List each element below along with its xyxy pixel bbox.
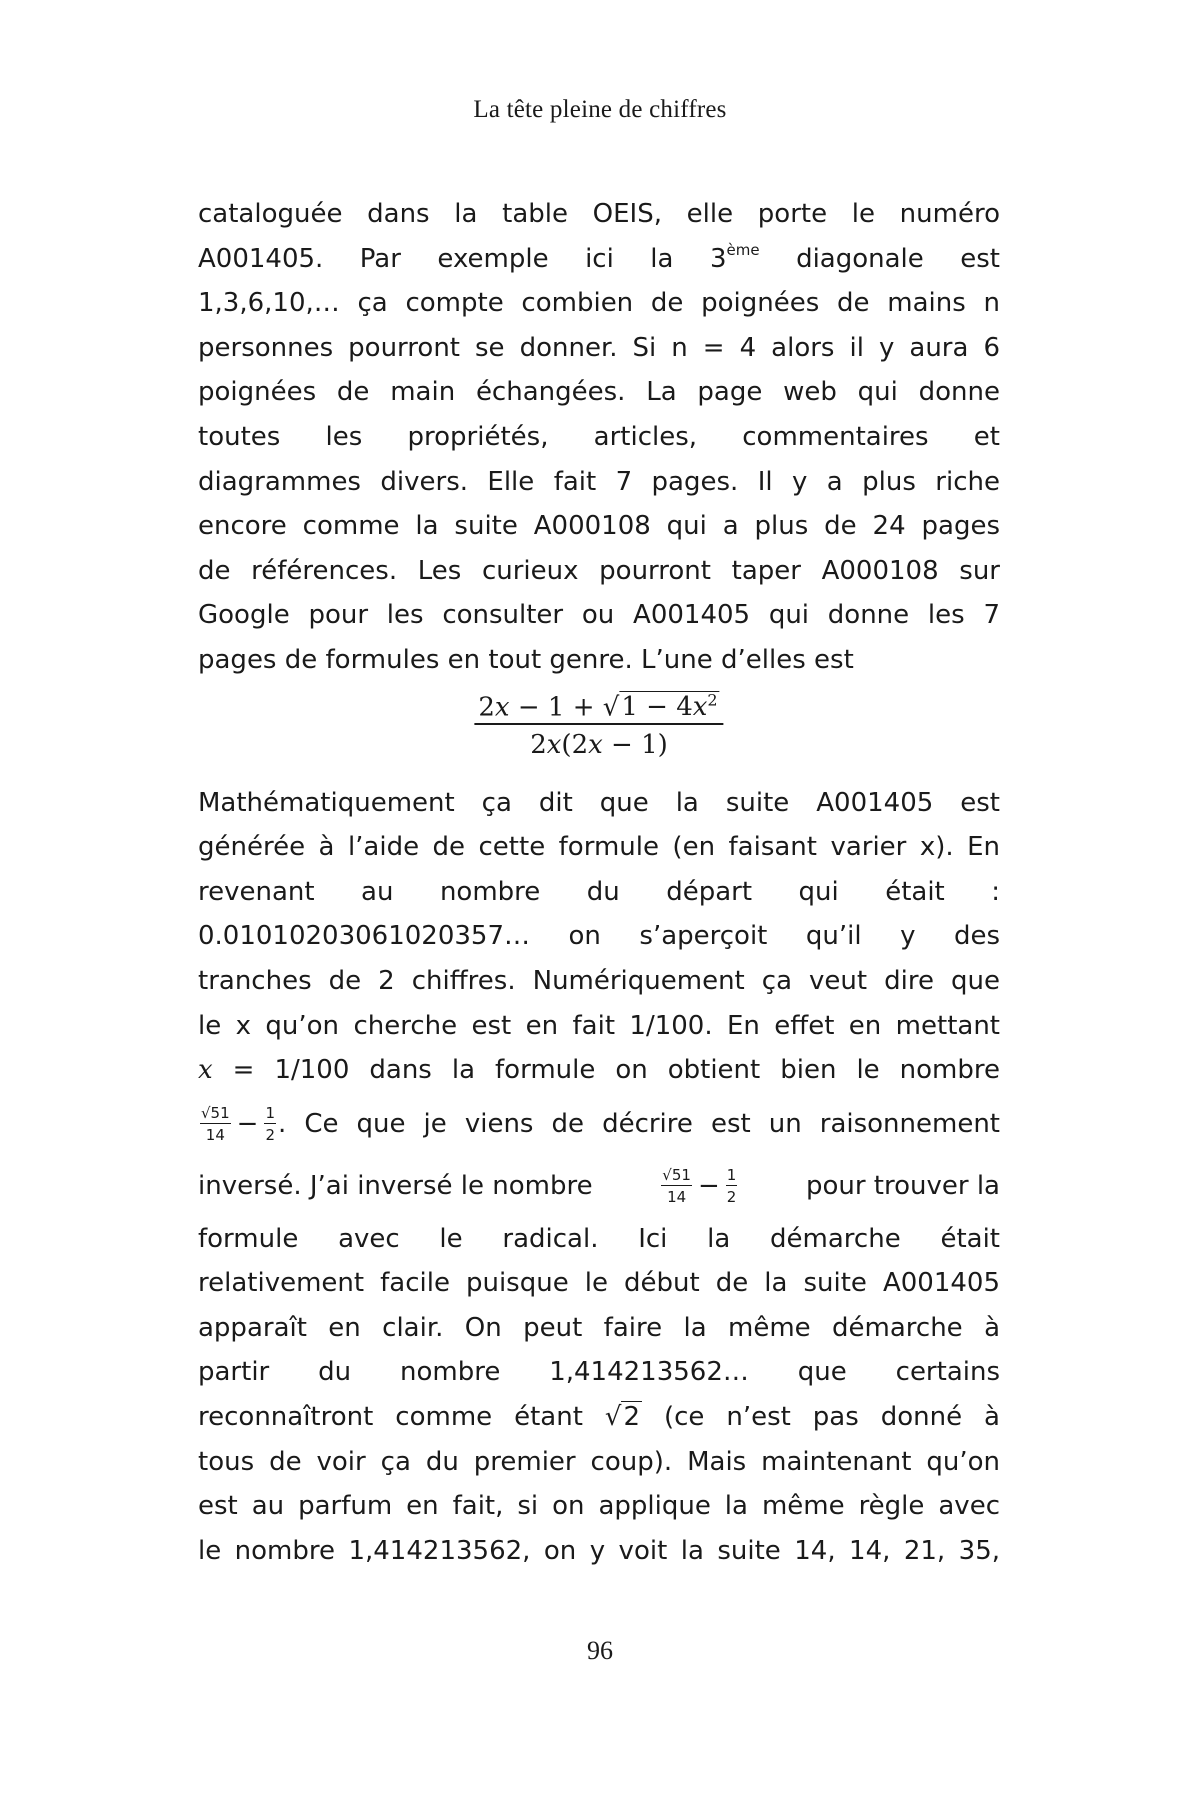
text-fragment: = 1/100 dans la formule on obtient bien le nombre [212, 1055, 1000, 1086]
fraction-numerator: √51 [662, 1165, 691, 1184]
formula-token: 2 [478, 692, 495, 723]
text-line: cataloguée dans la table OEIS, elle porte le numéro [198, 199, 1000, 229]
fraction-numerator: 1 [265, 1103, 275, 1122]
text-line: est au parfum en fait, si on applique la même règle avec [198, 1491, 1000, 1522]
minus-sign: − [697, 1170, 720, 1201]
text-line: générée à l’aide de cette formule (en faisant varier x). En [198, 832, 1000, 863]
text-line: tous de voir ça du premier coup). Mais maintenant qu’on [198, 1446, 1000, 1477]
formula-token: 1 − 4 [621, 692, 693, 723]
formula-token: 2 [530, 729, 547, 760]
text-line [198, 237, 1000, 282]
inline-fraction [200, 1105, 231, 1143]
text-line: apparaît en clair. On peut faire la même démarche à [198, 1312, 1000, 1343]
formula-fraction [474, 683, 723, 765]
text-line: formule avec le radical. Ici la démarche était [198, 1223, 1000, 1254]
formula-token: − 1 + √ [509, 692, 620, 723]
text-line [198, 1395, 1000, 1440]
text-line: le x qu’on cherche est en fait 1/100. En effet en mettant [198, 1010, 1000, 1041]
inline-math-line [198, 1093, 1000, 1155]
inline-fraction [726, 1167, 738, 1205]
text-fragment: (ce n’est pas donné à [641, 1402, 1000, 1433]
fraction-denominator: 2 [265, 1125, 275, 1144]
text-fragment: . Ce que je viens de décrire est un raisonnement [278, 1108, 1000, 1139]
inline-fraction [661, 1167, 692, 1205]
body-text [198, 192, 1000, 1573]
inline-expression [198, 1093, 278, 1155]
fraction-denominator: 14 [667, 1187, 687, 1206]
text-line: 1,3,6,10,… ça compte combien de poignées de mains n [198, 288, 1000, 319]
text-fragment: diagonale est [759, 243, 1000, 274]
formula-token: (2 [561, 729, 589, 760]
formula-variable: x [588, 729, 603, 760]
minus-sign: − [236, 1108, 259, 1139]
text-fragment: reconnaîtront comme étant √ [198, 1402, 622, 1433]
text-fragment: pour trouver la [805, 1170, 1000, 1201]
text-line: revenant au nombre du départ qui était : [198, 876, 1000, 907]
formula-variable: x [692, 692, 708, 723]
text-line: de références. Les curieux pourront taper A000108 sur [198, 555, 1000, 586]
formula-numerator [474, 683, 723, 723]
ordinal-superscript: ème [726, 240, 760, 259]
formula-token: − 1) [602, 729, 668, 760]
text-line [198, 1048, 1000, 1093]
text-line: le nombre 1,414213562, on y voit la suite 14, 14, 21, 35, [198, 1535, 1000, 1566]
display-formula [198, 683, 1000, 781]
inline-expression [659, 1155, 739, 1217]
text-fragment: inversé. J’ai inversé le nombre [198, 1170, 593, 1201]
text-line: toutes les propriétés, articles, commentaires et [198, 421, 1000, 452]
fraction-numerator: 1 [726, 1165, 737, 1184]
text-line: poignées de main échangées. La page web qui donne [198, 377, 1000, 408]
text-fragment: A001405. Par exemple ici la 3 [198, 243, 727, 274]
fraction-denominator: 2 [726, 1187, 737, 1206]
text-line: Mathématiquement ça dit que la suite A001405 est [198, 787, 1000, 818]
formula-variable: x [198, 1055, 213, 1086]
page-number: 96 [587, 1636, 613, 1665]
text-line: diagrammes divers. Elle fait 7 pages. Il y a plus riche [198, 466, 1000, 497]
formula-variable: x [546, 729, 562, 760]
text-line: personnes pourront se donner. Si n = 4 alors il y aura 6 [198, 332, 1000, 363]
text-line: relativement facile puisque le début de la suite A001405 [198, 1268, 1000, 1299]
text-line [198, 1155, 1000, 1217]
formula-variable: x [494, 692, 510, 723]
text-line [198, 1093, 1000, 1155]
formula-denominator [530, 725, 668, 765]
text-line: tranches de 2 chiffres. Numériquement ça veut dire que [198, 965, 1000, 996]
text-line: Google pour les consulter ou A001405 qui donne les 7 [198, 600, 1000, 631]
fraction-denominator: 14 [205, 1125, 225, 1144]
text-line: pages de formules en tout genre. L’une d’elles est [198, 644, 854, 675]
radicand [619, 691, 719, 722]
inline-fraction [264, 1105, 276, 1143]
radicand: 2 [623, 1402, 640, 1433]
text-line: 0.01010203061020357… on s’aperçoit qu’il y des [198, 921, 1000, 952]
formula-exponent: 2 [707, 690, 718, 710]
text-line: encore comme la suite A000108 qui a plus de 24 pages [198, 511, 1000, 542]
inline-math-line [198, 1155, 1000, 1217]
running-title: La tête pleine de chiffres [473, 96, 727, 123]
fraction-numerator: √51 [201, 1103, 230, 1122]
text-line: partir du nombre 1,414213562… que certains [198, 1357, 1000, 1388]
